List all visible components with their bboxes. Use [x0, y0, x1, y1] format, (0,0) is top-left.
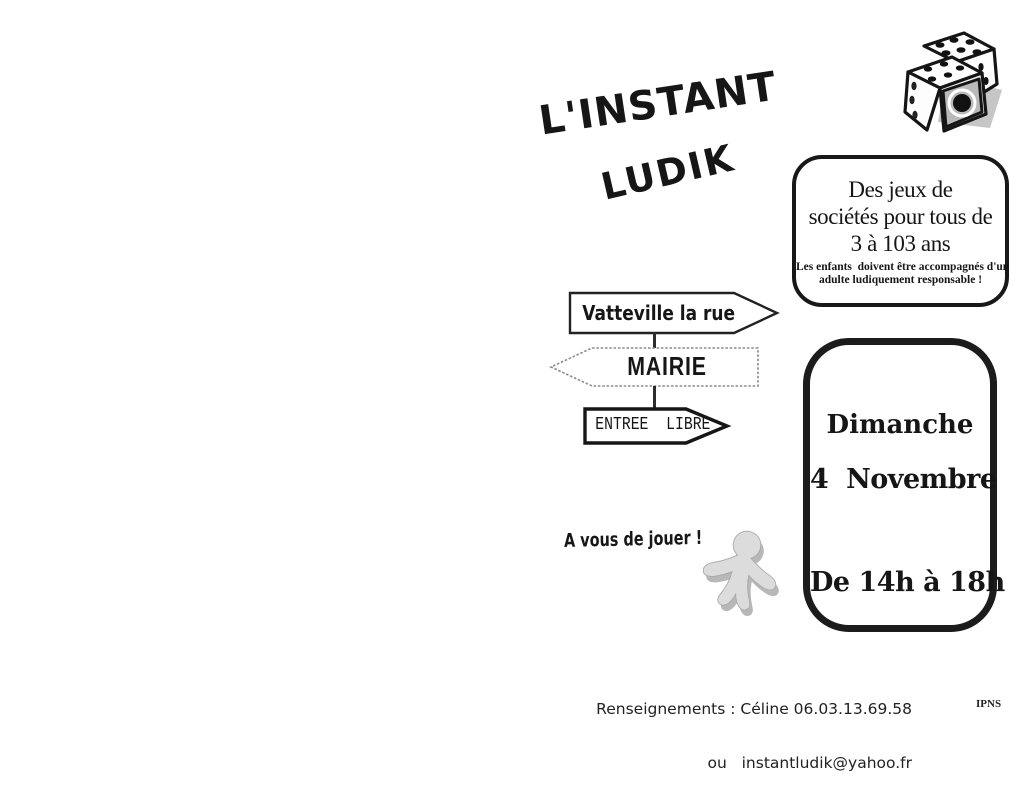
event-date: 4 Novembre [810, 464, 997, 495]
sign-entry-label: ENTREE LIBRE [595, 415, 711, 435]
imprint-text: IPNS [976, 698, 1002, 710]
info-box-note [796, 261, 1010, 287]
event-time: De 14h à 18h [810, 567, 1005, 598]
contact-line1: Renseignements : Céline 06.03.13.69.58 [596, 700, 912, 718]
meeple-icon [698, 520, 784, 622]
sign-place-label: Vatteville la rue [582, 301, 736, 325]
flyer-title-line2: LUDIK [597, 136, 739, 209]
tagline-text: A vous de jouer ! [563, 526, 703, 552]
dice-icon [880, 24, 1008, 146]
sign-building-label: MAIRIE [627, 351, 707, 381]
info-box-note-line2: adulte ludiquement responsable ! [818, 274, 983, 286]
info-box-line3: 3 à 103 ans [850, 231, 951, 256]
event-box [803, 338, 1005, 632]
flyer-title-line1: L'INSTANT [536, 63, 780, 145]
signpost-pole [653, 386, 656, 409]
contact-block [596, 664, 912, 808]
contact-line2: ou instantludik@yahoo.fr [707, 754, 912, 772]
info-box-note-line1: Les enfants doivent être accompagnés d'un [796, 261, 1010, 273]
info-box-line2: sociétés pour tous de [808, 204, 993, 229]
info-box-line1: Des jeux de [848, 177, 953, 202]
info-box [792, 155, 1009, 307]
event-day: Dimanche [826, 410, 974, 440]
